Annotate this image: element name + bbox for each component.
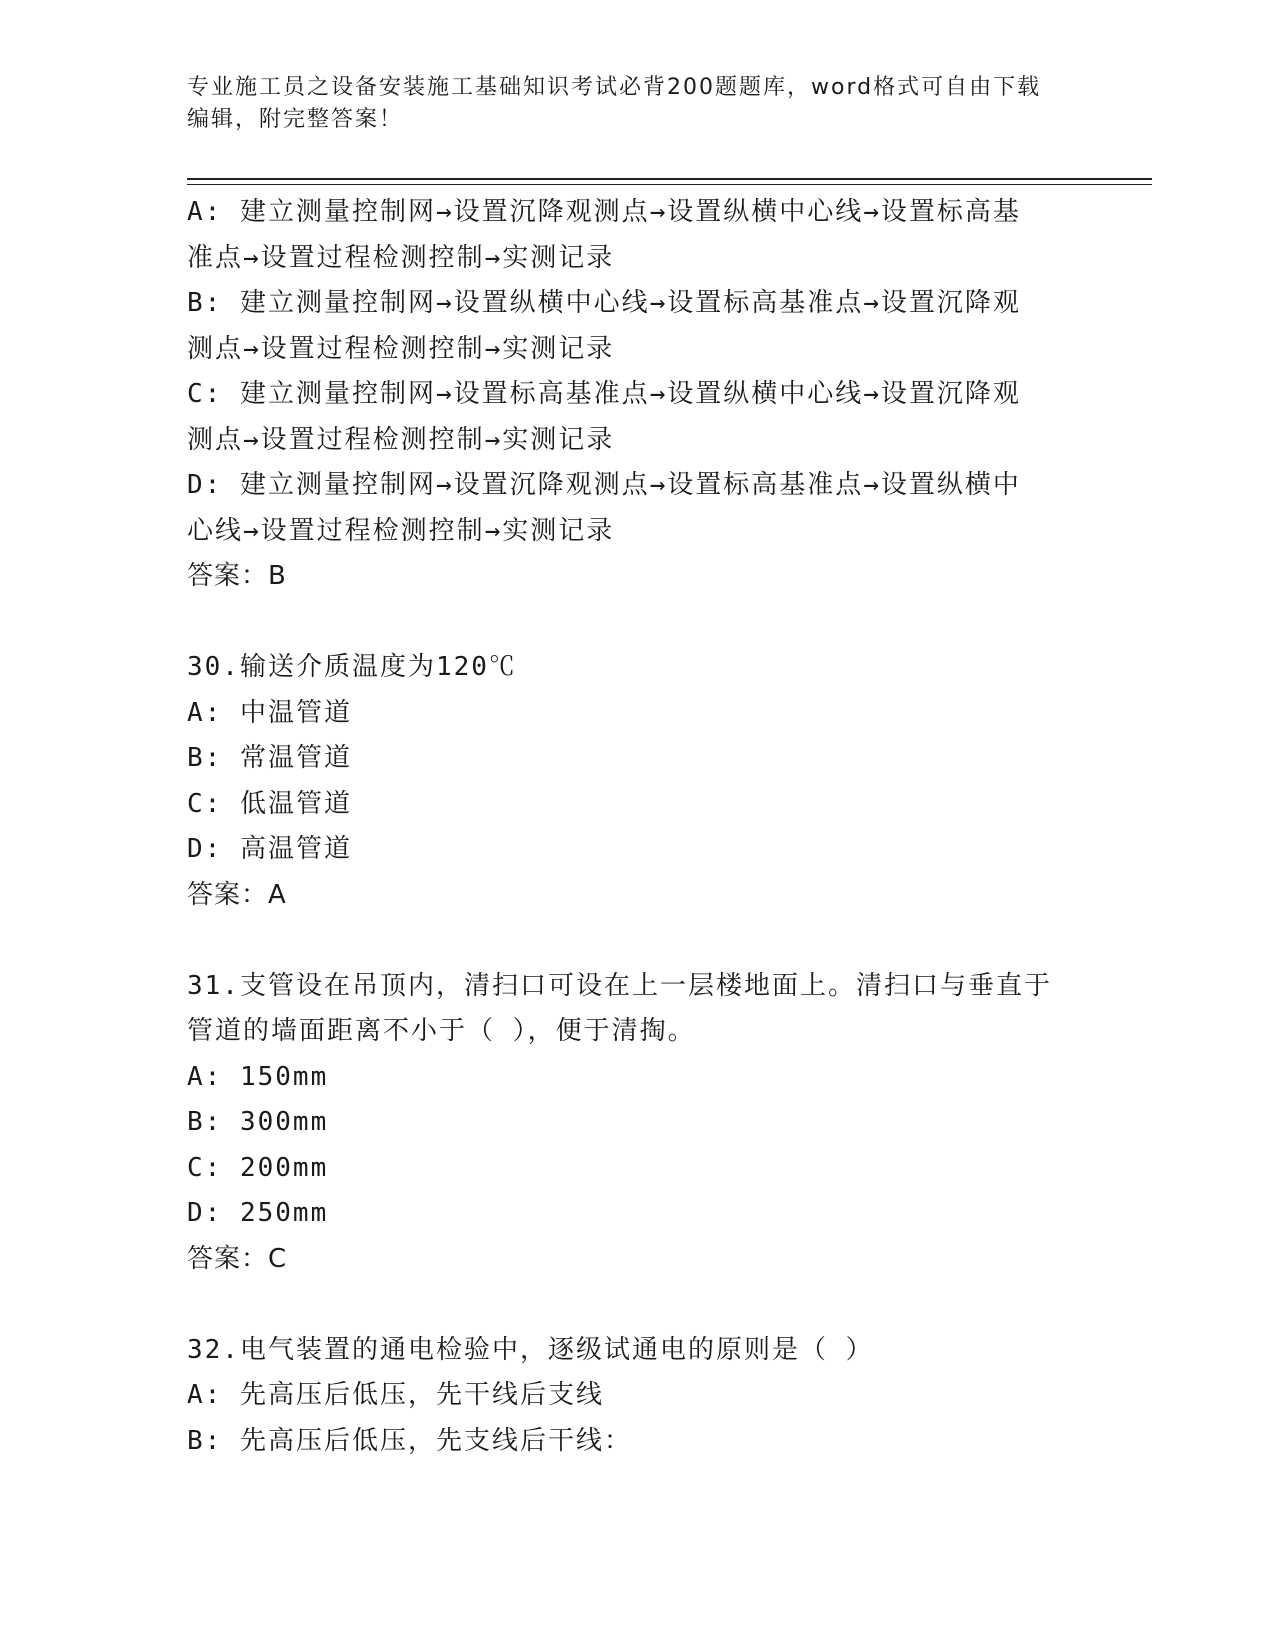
option-b: B: 常温管道 [187, 743, 352, 773]
question-32-text: 32.电气装置的通电检验中，逐级试通电的原则是（ ） [187, 1334, 874, 1365]
document-header [187, 72, 1087, 136]
question-list [187, 190, 1087, 1464]
option-a-line-1: A: 建立测量控制网→设置沉降观测点→设置纵横中心线→设置标高基 [187, 197, 1021, 227]
question-30-text: 30.输送介质温度为120℃ [187, 652, 517, 682]
spacer [187, 600, 1087, 646]
question-31 [187, 964, 1087, 1283]
option-b: B: 300mm [187, 1107, 329, 1137]
option-a: A: 150mm [187, 1061, 329, 1092]
option-a: A: 中温管道 [187, 697, 352, 728]
question-29-options [187, 190, 1087, 600]
question-31-text-line-2: 管道的墙面距离不小于（ ），便于清掏。 [187, 1016, 696, 1046]
option-a: A: 先高压后低压，先干线后支线 [187, 1380, 604, 1410]
question-32 [187, 1328, 1087, 1465]
spacer [187, 918, 1087, 964]
question-31-text-line-1: 31.支管设在吊顶内，清扫口可设在上一层楼地面上。清扫口与垂直于 [187, 970, 1052, 1001]
header-divider-thick [187, 178, 1152, 180]
option-d-line-1: D: 建立测量控制网→设置沉降观测点→设置标高基准点→设置纵横中 [187, 470, 1021, 500]
answer-31: 答案：C [187, 1243, 288, 1274]
option-c-line-1: C: 建立测量控制网→设置标高基准点→设置纵横中心线→设置沉降观 [187, 379, 1021, 409]
option-c: C: 200mm [187, 1152, 329, 1183]
option-d: D: 高温管道 [187, 834, 352, 864]
header-line-2: 编辑，附完整答案！ [187, 107, 404, 132]
question-30 [187, 645, 1087, 918]
option-b-line-2: 测点→设置过程检测控制→实测记录 [187, 333, 615, 364]
header-divider-thin [187, 184, 1152, 185]
option-b: B: 先高压后低压，先支线后干线： [187, 1425, 632, 1456]
header-line-1: 专业施工员之设备安装施工基础知识考试必背200题题库，word格式可自由下载 [187, 75, 1042, 100]
option-b-line-1: B: 建立测量控制网→设置纵横中心线→设置标高基准点→设置沉降观 [187, 288, 1021, 318]
answer-30: 答案：A [187, 879, 287, 910]
option-d-line-2: 心线→设置过程检测控制→实测记录 [187, 515, 615, 546]
answer-29: 答案：B [187, 561, 287, 591]
option-c-line-2: 测点→设置过程检测控制→实测记录 [187, 424, 615, 455]
spacer [187, 1282, 1087, 1328]
option-a-line-2: 准点→设置过程检测控制→实测记录 [187, 242, 615, 273]
option-d: D: 250mm [187, 1198, 329, 1228]
option-c: C: 低温管道 [187, 788, 352, 819]
